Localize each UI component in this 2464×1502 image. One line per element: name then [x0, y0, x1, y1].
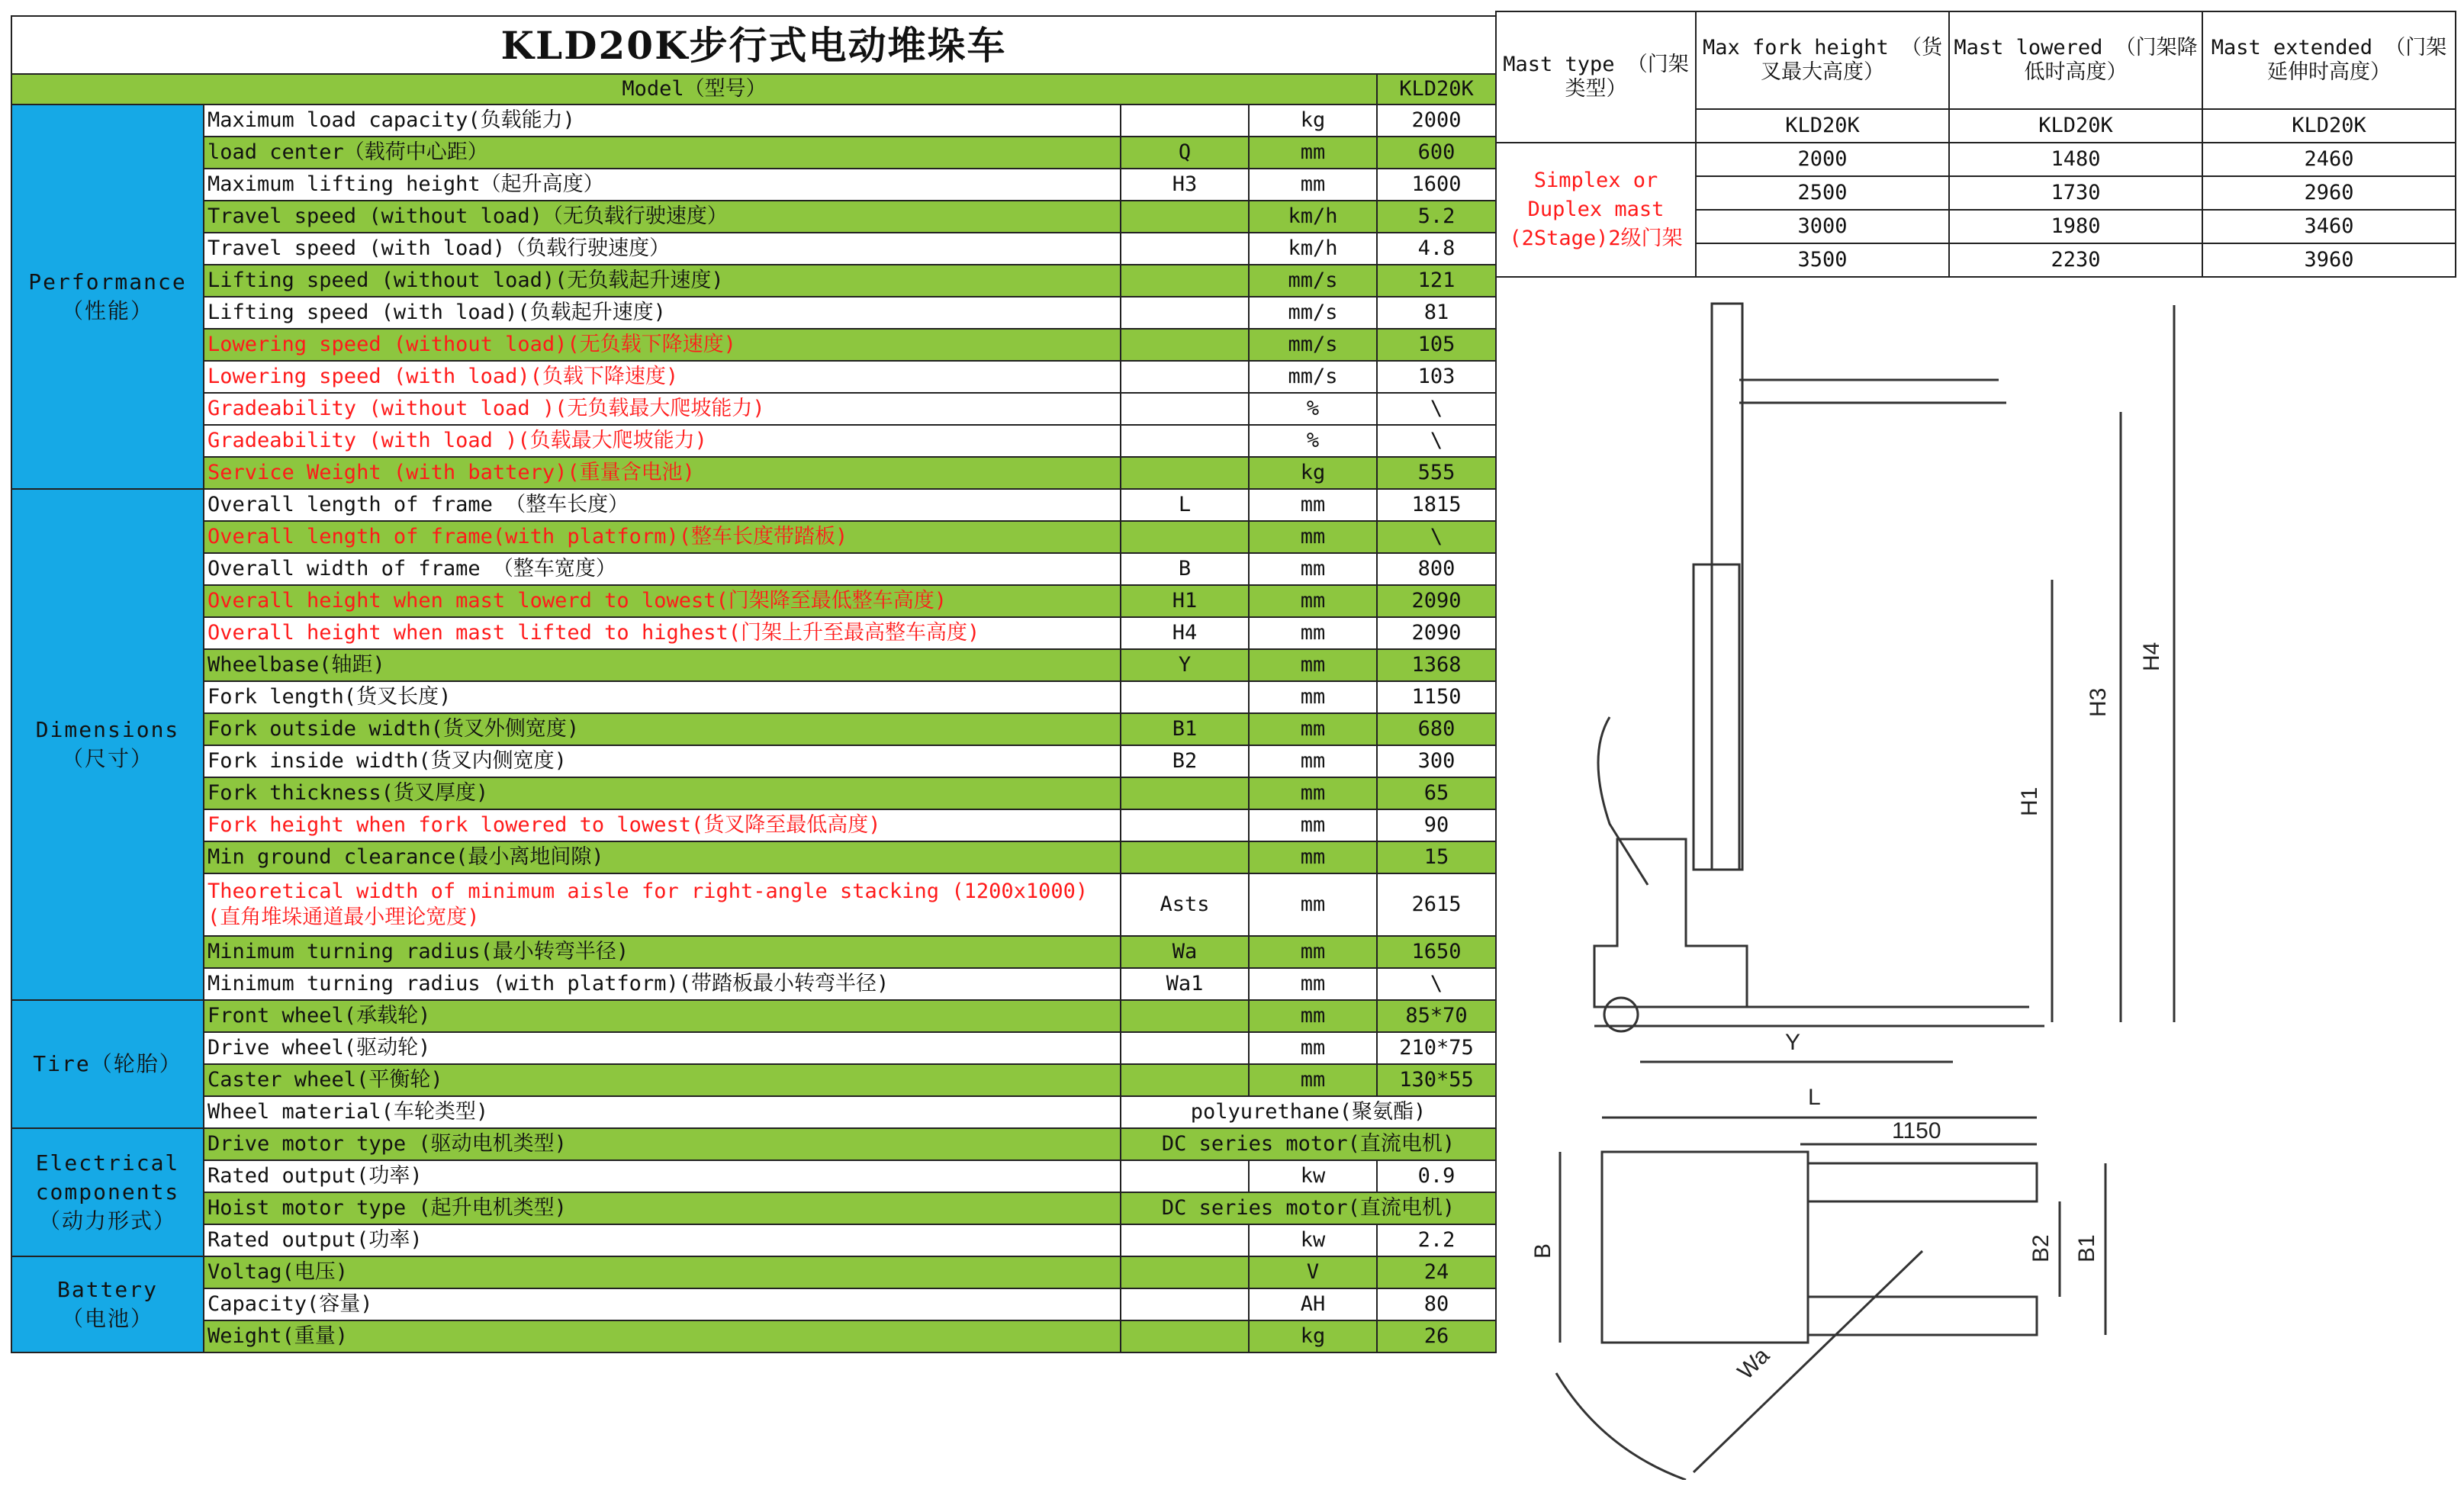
spec-row	[11, 1032, 1496, 1064]
spec-value: \	[1377, 968, 1496, 1000]
spec-unit: mm	[1249, 873, 1377, 936]
spec-row	[11, 649, 1496, 681]
category-cell: Battery （电池）	[11, 1256, 204, 1352]
spec-label: load center（载荷中心距）	[204, 137, 1121, 169]
spec-symbol	[1121, 329, 1249, 361]
spec-value: 24	[1377, 1256, 1496, 1288]
spec-label: Fork inside width(货叉内侧宽度)	[204, 745, 1121, 777]
spec-label: Overall width of frame （整车宽度）	[204, 553, 1121, 585]
spec-unit: mm	[1249, 617, 1377, 649]
mast-model-cell: KLD20K	[2202, 109, 2456, 143]
spec-label: Service Weight (with battery)(重量含电池)	[204, 457, 1121, 489]
spec-row	[11, 361, 1496, 393]
spec-symbol: Q	[1121, 137, 1249, 169]
spec-value: 1815	[1377, 489, 1496, 521]
spec-row	[11, 425, 1496, 457]
mast-cell: 2460	[2202, 143, 2456, 176]
spec-value: \	[1377, 425, 1496, 457]
spec-symbol	[1121, 841, 1249, 873]
spec-row	[11, 745, 1496, 777]
spec-label: Front wheel(承载轮)	[204, 1000, 1121, 1032]
spec-symbol: Wa1	[1121, 968, 1249, 1000]
spec-label: Gradeability (without load )(无负载最大爬坡能力)	[204, 393, 1121, 425]
spec-value: 800	[1377, 553, 1496, 585]
spec-row	[11, 1064, 1496, 1096]
spec-unit: mm	[1249, 169, 1377, 201]
spec-symbol: H4	[1121, 617, 1249, 649]
spec-span-value: DC series motor(直流电机)	[1121, 1192, 1496, 1224]
spec-unit: mm/s	[1249, 265, 1377, 297]
spec-label: Fork height when fork lowered to lowest(货叉降至最低高度)	[204, 809, 1121, 841]
spec-unit: kw	[1249, 1160, 1377, 1192]
spec-row	[11, 873, 1496, 936]
mast-extended-header: Mast extended （门架延伸时高度）	[2202, 11, 2456, 109]
spec-value: 555	[1377, 457, 1496, 489]
mast-cell: 2960	[2202, 176, 2456, 210]
spec-row	[11, 1288, 1496, 1320]
spec-value: \	[1377, 393, 1496, 425]
spec-row	[11, 457, 1496, 489]
spec-row	[11, 681, 1496, 713]
spec-symbol: B2	[1121, 745, 1249, 777]
dim-label-h4: H4	[2139, 642, 2164, 671]
category-cell: Electrical components （动力形式）	[11, 1128, 204, 1256]
spec-row	[11, 585, 1496, 617]
spec-symbol	[1121, 361, 1249, 393]
topview-body	[1602, 1152, 1808, 1343]
mast-cell: 3960	[2202, 243, 2456, 277]
spec-label: Hoist motor type (起升电机类型)	[204, 1192, 1121, 1224]
spec-unit: mm	[1249, 809, 1377, 841]
spec-value: 5.2	[1377, 201, 1496, 233]
spec-label: Caster wheel(平衡轮)	[204, 1064, 1121, 1096]
spec-label: Maximum lifting height（起升高度）	[204, 169, 1121, 201]
spec-row	[11, 617, 1496, 649]
spec-symbol: H1	[1121, 585, 1249, 617]
spec-row	[11, 201, 1496, 233]
spec-value: 600	[1377, 137, 1496, 169]
mast-type-header: Mast type （门架类型）	[1496, 11, 1696, 143]
spec-row	[11, 713, 1496, 745]
spec-value: 1600	[1377, 169, 1496, 201]
spec-row	[11, 169, 1496, 201]
spec-symbol	[1121, 425, 1249, 457]
spec-label: Voltag(电压)	[204, 1256, 1121, 1288]
spec-row	[11, 841, 1496, 873]
spec-value: 2.2	[1377, 1224, 1496, 1256]
spec-value: 210*75	[1377, 1032, 1496, 1064]
spec-unit: mm	[1249, 713, 1377, 745]
spec-value: 103	[1377, 361, 1496, 393]
spec-row	[11, 137, 1496, 169]
mast-cell: 2230	[1949, 243, 2202, 277]
spec-label: Rated output(功率)	[204, 1224, 1121, 1256]
topview-fork-upper	[1808, 1163, 2037, 1201]
spec-row	[11, 489, 1496, 521]
spec-row	[11, 329, 1496, 361]
spec-symbol: B	[1121, 553, 1249, 585]
spec-label: Fork outside width(货叉外侧宽度)	[204, 713, 1121, 745]
mast-cell: 2500	[1696, 176, 1949, 210]
spec-unit: mm	[1249, 1032, 1377, 1064]
spec-label: Fork length(货叉长度)	[204, 681, 1121, 713]
spec-label: Minimum turning radius (with platform)(带踏板最小转弯半径)	[204, 968, 1121, 1000]
spec-symbol	[1121, 1000, 1249, 1032]
mast-model-cell: KLD20K	[1949, 109, 2202, 143]
spec-row	[11, 1000, 1496, 1032]
spec-symbol	[1121, 1064, 1249, 1096]
spec-label: Gradeability (with load )(负载最大爬坡能力)	[204, 425, 1121, 457]
spec-value: 4.8	[1377, 233, 1496, 265]
spec-label: Lifting speed (without load)(无负载起升速度)	[204, 265, 1121, 297]
mast-table	[1495, 11, 2456, 278]
spec-symbol	[1121, 457, 1249, 489]
spec-unit: mm	[1249, 968, 1377, 1000]
spec-row	[11, 105, 1496, 137]
dim-label-l: L	[1808, 1085, 1821, 1110]
spec-label: Lowering speed (without load)(无负载下降速度)	[204, 329, 1121, 361]
mast-lowered-header: Mast lowered （门架降低时高度）	[1949, 11, 2202, 109]
spec-unit: mm	[1249, 1064, 1377, 1096]
spec-unit: mm/s	[1249, 297, 1377, 329]
spec-unit: kw	[1249, 1224, 1377, 1256]
spec-label: Wheel material(车轮类型)	[204, 1096, 1121, 1128]
spec-unit: mm	[1249, 489, 1377, 521]
mast-cell: 1480	[1949, 143, 2202, 176]
spec-symbol	[1121, 777, 1249, 809]
spec-row	[11, 777, 1496, 809]
spec-label: Wheelbase(轴距)	[204, 649, 1121, 681]
spec-row	[11, 1096, 1496, 1128]
mast-cell: 3500	[1696, 243, 1949, 277]
spec-value: 85*70	[1377, 1000, 1496, 1032]
spec-unit: V	[1249, 1256, 1377, 1288]
spec-label: Drive motor type (驱动电机类型)	[204, 1128, 1121, 1160]
tiller-handle	[1598, 717, 1648, 885]
spec-value: 0.9	[1377, 1160, 1496, 1192]
spec-unit: mm	[1249, 777, 1377, 809]
spec-label: Travel speed (with load)（负载行驶速度）	[204, 233, 1121, 265]
mast-cell: 3460	[2202, 210, 2456, 243]
spec-value: 2000	[1377, 105, 1496, 137]
max-fork-height-header: Max fork height （货叉最大高度）	[1696, 11, 1949, 109]
spec-symbol	[1121, 1224, 1249, 1256]
spec-row	[11, 393, 1496, 425]
sheet-title: KLD20K步行式电动堆垛车	[11, 16, 1496, 74]
spec-row	[11, 297, 1496, 329]
spec-value: 90	[1377, 809, 1496, 841]
spec-unit: mm	[1249, 745, 1377, 777]
body-outline	[1594, 839, 1747, 1007]
model-value: KLD20K	[1377, 74, 1496, 105]
spec-label: Lowering speed (with load)(负载下降速度)	[204, 361, 1121, 393]
spec-label: Overall height when mast lowerd to lowest(门架降至最低整车高度)	[204, 585, 1121, 617]
spec-symbol	[1121, 681, 1249, 713]
mast-type-value: Simplex or Duplex mast (2Stage)2级门架	[1496, 143, 1696, 277]
spec-span-value: polyurethane(聚氨酯)	[1121, 1096, 1496, 1128]
mast-cell: 1730	[1949, 176, 2202, 210]
spec-symbol	[1121, 393, 1249, 425]
stacker-technical-drawing	[1495, 290, 2456, 1480]
spec-symbol	[1121, 201, 1249, 233]
spec-symbol: Y	[1121, 649, 1249, 681]
spec-unit: mm	[1249, 649, 1377, 681]
spec-row	[11, 553, 1496, 585]
spec-unit: kg	[1249, 457, 1377, 489]
spec-unit: mm	[1249, 681, 1377, 713]
spec-value: 300	[1377, 745, 1496, 777]
spec-value: 26	[1377, 1320, 1496, 1352]
spec-symbol: H3	[1121, 169, 1249, 201]
spec-unit: mm	[1249, 936, 1377, 968]
spec-symbol	[1121, 1160, 1249, 1192]
turning-arc	[1556, 1373, 1686, 1480]
spec-label: Capacity(容量)	[204, 1288, 1121, 1320]
spec-label: Maximum load capacity(负载能力)	[204, 105, 1121, 137]
spec-span-value: DC series motor(直流电机)	[1121, 1128, 1496, 1160]
spec-row	[11, 936, 1496, 968]
spec-unit: kg	[1249, 1320, 1377, 1352]
spec-symbol	[1121, 1032, 1249, 1064]
dim-label-b: B	[1530, 1243, 1555, 1259]
spec-value: 65	[1377, 777, 1496, 809]
spec-unit: mm	[1249, 137, 1377, 169]
spec-label: Overall length of frame(with platform)(整车长度带踏板)	[204, 521, 1121, 553]
spec-unit: mm	[1249, 1000, 1377, 1032]
spec-row	[11, 521, 1496, 553]
spec-unit: AH	[1249, 1288, 1377, 1320]
spec-row	[11, 1320, 1496, 1352]
spec-symbol: Wa	[1121, 936, 1249, 968]
dim-label-y: Y	[1785, 1030, 1801, 1055]
spec-value: 1150	[1377, 681, 1496, 713]
spec-value: 2090	[1377, 617, 1496, 649]
spec-value: 105	[1377, 329, 1496, 361]
spec-unit: mm	[1249, 841, 1377, 873]
mast-model-cell: KLD20K	[1696, 109, 1949, 143]
spec-label: Min ground clearance(最小离地间隙)	[204, 841, 1121, 873]
spec-symbol	[1121, 1288, 1249, 1320]
spec-row	[11, 265, 1496, 297]
spec-value: 80	[1377, 1288, 1496, 1320]
spec-label: Rated output(功率)	[204, 1160, 1121, 1192]
spec-value: 81	[1377, 297, 1496, 329]
spec-value: 130*55	[1377, 1064, 1496, 1096]
spec-label: Fork thickness(货叉厚度)	[204, 777, 1121, 809]
spec-label: Theoretical width of minimum aisle for right-angle stacking (1200x1000)(直角堆垛通道最小理论宽度)	[204, 873, 1121, 936]
spec-symbol	[1121, 105, 1249, 137]
spec-value: 121	[1377, 265, 1496, 297]
mast-inner	[1694, 564, 1739, 870]
spec-row	[11, 1256, 1496, 1288]
spec-unit: km/h	[1249, 233, 1377, 265]
spec-unit: %	[1249, 425, 1377, 457]
spec-row	[11, 968, 1496, 1000]
dim-label-b2: B2	[2028, 1234, 2054, 1262]
spec-symbol	[1121, 233, 1249, 265]
spec-unit: %	[1249, 393, 1377, 425]
spec-value: 1368	[1377, 649, 1496, 681]
spec-row	[11, 233, 1496, 265]
spec-symbol: B1	[1121, 713, 1249, 745]
spec-value: 2615	[1377, 873, 1496, 936]
spec-unit: mm	[1249, 521, 1377, 553]
category-cell: Performance （性能）	[11, 105, 204, 489]
spec-row	[11, 1224, 1496, 1256]
spec-value: 680	[1377, 713, 1496, 745]
spec-unit: mm	[1249, 585, 1377, 617]
spec-symbol	[1121, 1320, 1249, 1352]
spec-row	[11, 1192, 1496, 1224]
spec-unit: mm	[1249, 553, 1377, 585]
spec-label: Overall height when mast lifted to highest(门架上升至最高整车高度)	[204, 617, 1121, 649]
spec-label: Overall length of frame （整车长度）	[204, 489, 1121, 521]
spec-label: Minimum turning radius(最小转弯半径)	[204, 936, 1121, 968]
spec-symbol	[1121, 297, 1249, 329]
spec-symbol: Asts	[1121, 873, 1249, 936]
dim-label-h3: H3	[2086, 687, 2111, 717]
spec-symbol	[1121, 521, 1249, 553]
mast-cell: 3000	[1696, 210, 1949, 243]
spec-symbol	[1121, 1256, 1249, 1288]
spec-table	[11, 15, 1497, 1353]
spec-row	[11, 1160, 1496, 1192]
model-label: Model（型号）	[11, 74, 1377, 105]
spec-label: Travel speed (without load)（无负载行驶速度）	[204, 201, 1121, 233]
spec-value: 1650	[1377, 936, 1496, 968]
spec-value: 2090	[1377, 585, 1496, 617]
dim-label-b1: B1	[2074, 1234, 2099, 1262]
spec-label: Lifting speed (with load)(负载起升速度)	[204, 297, 1121, 329]
dim-label-wa: Wa	[1732, 1343, 1774, 1385]
spec-value: 15	[1377, 841, 1496, 873]
spec-symbol	[1121, 265, 1249, 297]
dim-label-fork-length: 1150	[1892, 1118, 1941, 1143]
mast-cell: 2000	[1696, 143, 1949, 176]
spec-unit: mm/s	[1249, 361, 1377, 393]
category-cell: Tire（轮胎）	[11, 1000, 204, 1128]
spec-symbol: L	[1121, 489, 1249, 521]
mast-upper-outline	[1712, 304, 1742, 870]
dim-label-h1: H1	[2017, 786, 2042, 816]
spec-row	[11, 1128, 1496, 1160]
spec-label: Weight(重量)	[204, 1320, 1121, 1352]
spec-unit: mm/s	[1249, 329, 1377, 361]
spec-symbol	[1121, 809, 1249, 841]
mast-cell: 1980	[1949, 210, 2202, 243]
spec-unit: km/h	[1249, 201, 1377, 233]
spec-unit: kg	[1249, 105, 1377, 137]
spec-value: \	[1377, 521, 1496, 553]
spec-row	[11, 809, 1496, 841]
spec-label: Drive wheel(驱动轮)	[204, 1032, 1121, 1064]
category-cell: Dimensions （尺寸）	[11, 489, 204, 1000]
